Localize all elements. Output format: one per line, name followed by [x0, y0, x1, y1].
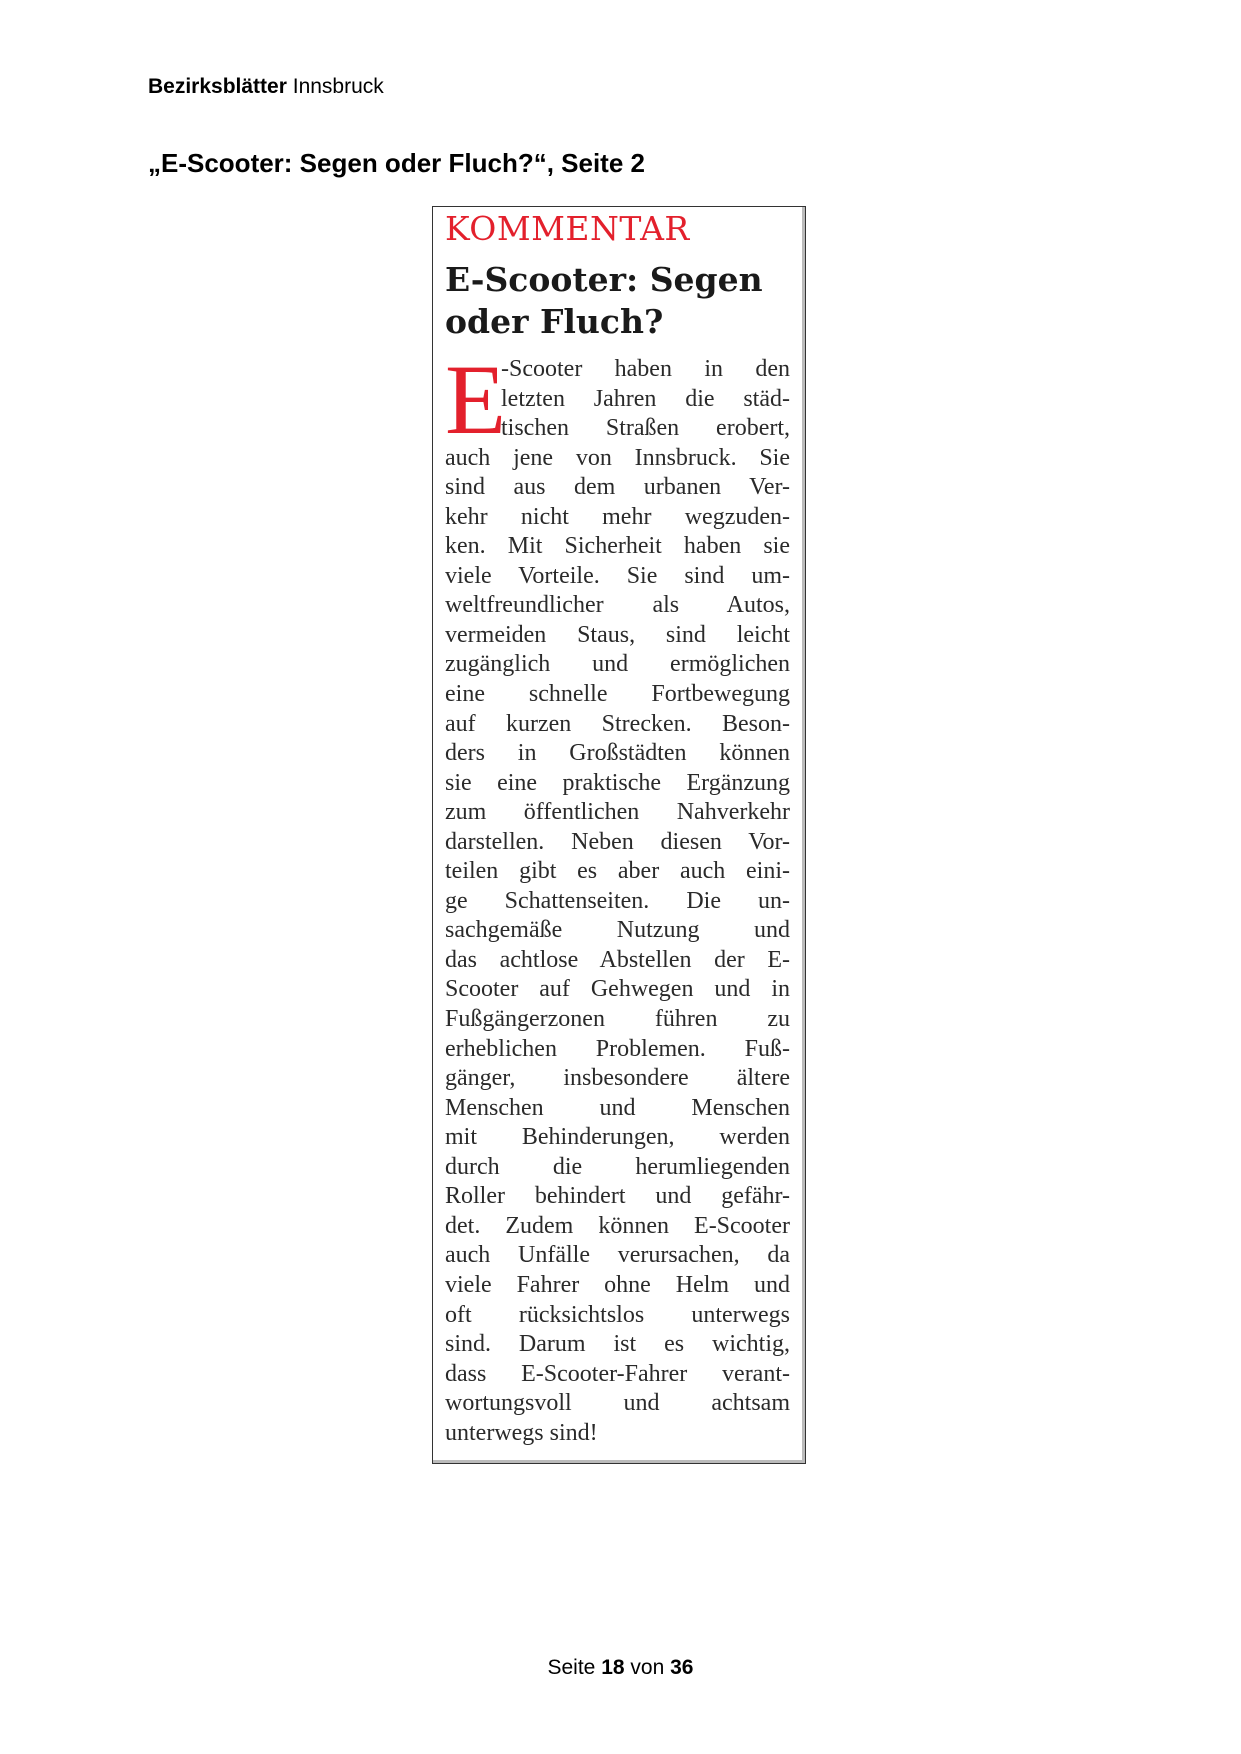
body-line: kehr nicht mehr wegzuden-: [445, 503, 790, 530]
body-line: tischen Straßen erobert,: [501, 415, 790, 442]
body-line: sind. Darum ist es wichtig,: [445, 1331, 790, 1358]
body-line: auch jene von Innsbruck. Sie: [445, 444, 790, 471]
body-line: Fußgängerzonen führen zu: [445, 1006, 790, 1033]
body-line: viele Vorteile. Sie sind um-: [445, 562, 790, 589]
body-line: sie eine praktische Ergänzung: [445, 769, 790, 796]
body-line: letzten Jahren die städ-: [501, 385, 790, 412]
body-line: ken. Mit Sicherheit haben sie: [445, 533, 790, 560]
body-line: ders in Großstädten können: [445, 740, 790, 767]
body-line: vermeiden Staus, sind leicht: [445, 621, 790, 648]
total-pages: 36: [670, 1656, 694, 1679]
current-page: 18: [601, 1656, 625, 1679]
body-line: Roller behindert und gefähr-: [445, 1183, 790, 1210]
body-line: das achtlose Abstellen der E-: [445, 946, 790, 973]
body-line: det. Zudem können E-Scooter: [445, 1212, 790, 1239]
body-line: dass E-Scooter-Fahrer verant-: [445, 1360, 790, 1387]
body-line: auf kurzen Strecken. Beson-: [445, 710, 790, 737]
body-line: weltfreundlicher als Autos,: [445, 592, 790, 619]
body-line: wortungsvoll und achtsam: [445, 1390, 790, 1417]
brand-region: Innsbruck: [292, 75, 384, 98]
body-line: ge Schattenseiten. Die un-: [445, 887, 790, 914]
body-line: oft rücksichtslos unterwegs: [445, 1301, 790, 1328]
article-kicker: KOMMENTAR: [445, 209, 690, 248]
headline-line: E-Scooter: Segen: [445, 260, 763, 299]
body-line: unterwegs sind!: [445, 1419, 598, 1446]
page-of-label: von: [630, 1656, 665, 1679]
body-line: zum öffentlichen Nahverkehr: [445, 799, 790, 826]
body-line: zugänglich und ermöglichen: [445, 651, 790, 678]
page-label: Seite: [547, 1656, 596, 1679]
body-line: erheblichen Problemen. Fuß-: [445, 1035, 790, 1062]
body-line: Menschen und Menschen: [445, 1094, 790, 1121]
body-line: Scooter auf Gehwegen und in: [445, 976, 790, 1003]
brand-name: Bezirksblätter: [148, 75, 287, 98]
body-line: durch die herumliegenden: [445, 1153, 790, 1180]
article-clipping: [432, 206, 806, 1464]
body-line: sind aus dem urbanen Ver-: [445, 474, 790, 501]
body-line: -Scooter haben in den: [501, 356, 790, 382]
body-line: eine schnelle Fortbewegung: [445, 681, 790, 708]
body-line: teilen gibt es aber auch eini-: [445, 858, 790, 885]
article-headline: [445, 259, 795, 343]
article-body: [445, 344, 790, 1448]
headline-line: oder Fluch?: [445, 302, 664, 341]
body-line: auch Unfälle verursachen, da: [445, 1242, 790, 1269]
body-line: darstellen. Neben diesen Vor-: [445, 828, 790, 855]
body-line: viele Fahrer ohne Helm und: [445, 1271, 790, 1298]
document-title: „E-Scooter: Segen oder Fluch?“, Seite 2: [148, 148, 645, 178]
body-line: sachgemäße Nutzung und: [445, 917, 790, 944]
page-footer: [0, 1656, 1241, 1680]
publication-header: [148, 75, 384, 99]
body-line: gänger, insbesondere ältere: [445, 1065, 790, 1092]
drop-cap: E: [445, 344, 507, 455]
body-line: mit Behinderungen, werden: [445, 1124, 790, 1151]
